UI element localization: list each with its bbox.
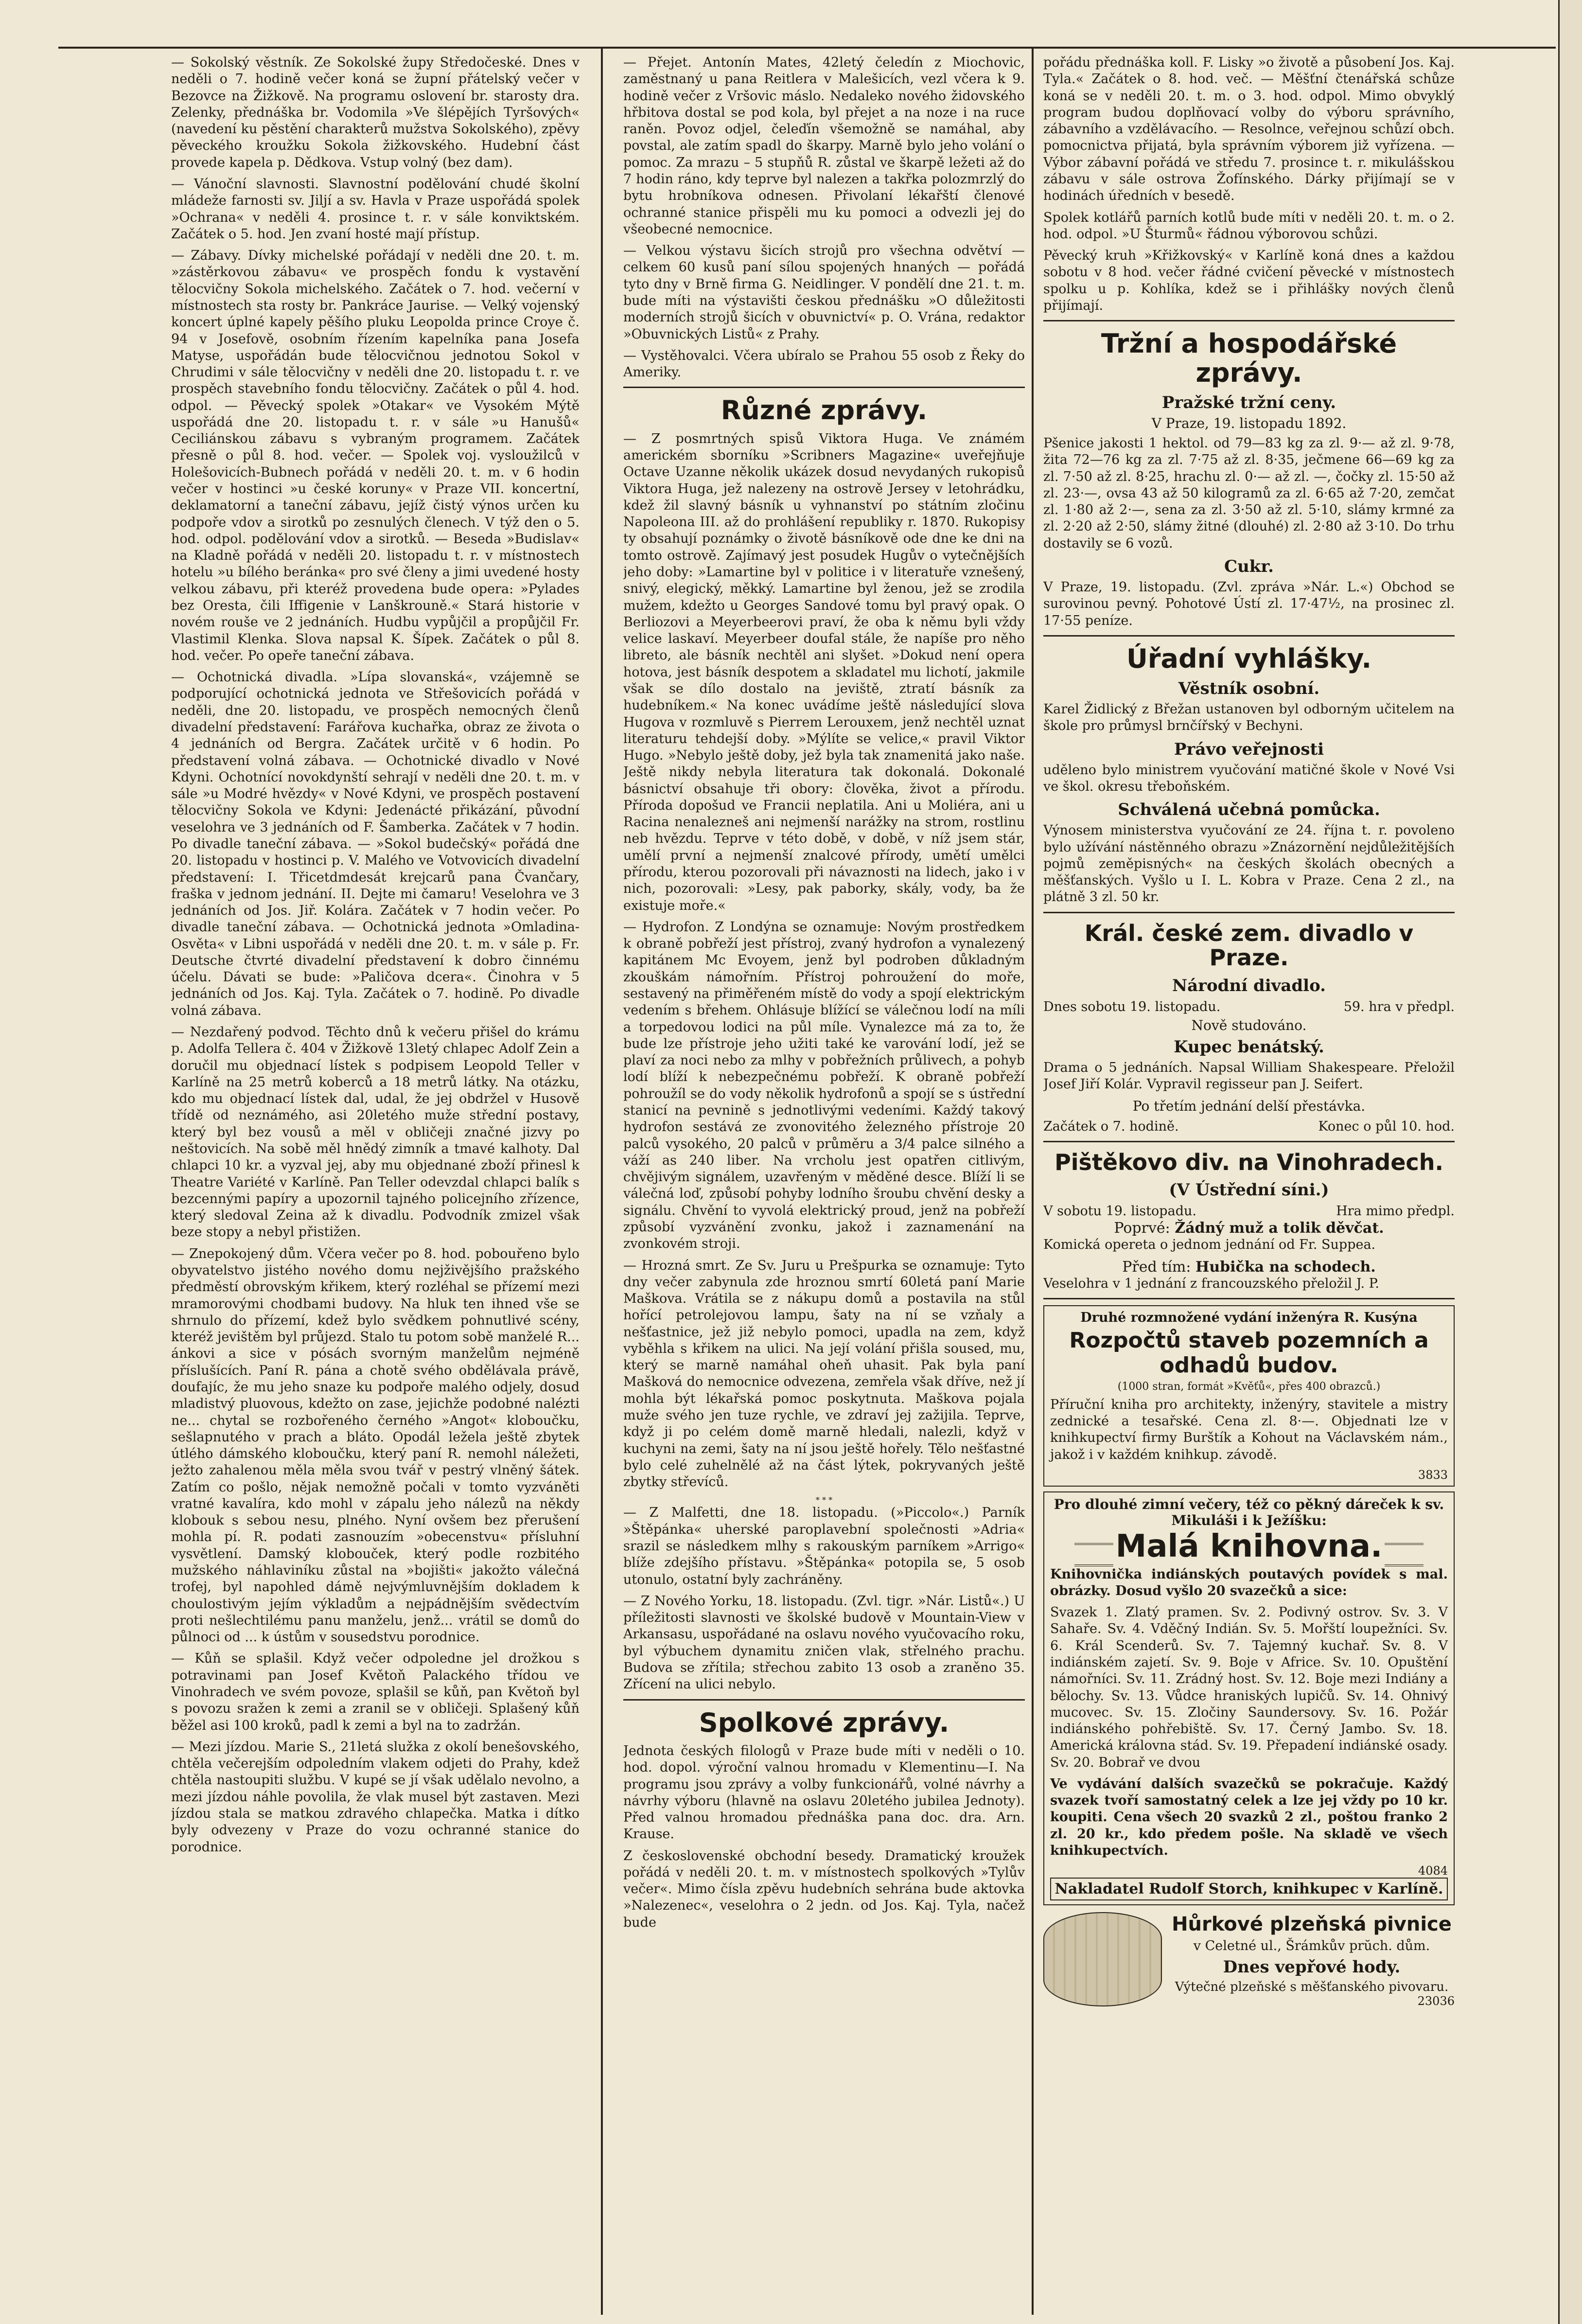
theatre2-title: Žádný muž a tolik děvčat. — [1175, 1220, 1384, 1237]
subheading-cukr: Cukr. — [1224, 556, 1274, 576]
section-rule — [1043, 635, 1455, 637]
article-hydrofon: — Hydrofon. Z Londýna se oznamuje: Novým prostředkem k obraně pobřeží jest přístroj, zvaný hydrofon a vynalezený kapitánem Mc Evoyem, jenž byl podroben důkladným zkouškám námořním. Přístroj pohroužení do moře, sestavený na přiměřeném místě do vody a spojí elektrickým vedením s břehem. Ohlásuje blížící se válečnou lodí na míli a torpedovou lodici na půl míle. Vynalezce má za to, že bude lze přístroje jeho užiti také ke varování lodí, jež se plaví za noci nebo za mlhy v pobřežních průlivech, a pohyb lodí blíží k nebezpečnému pobřeží. K obraně pobřeží pohroužíl se do vody několik hydrofonů a spojí se s ústřední stanicí na pevnině s jednotlivými vedeními. Každý takový hydrofon sestává ze zvonovitého železného přístroje 20 palců vysokého, 20 palců v průměru a 3/4 palce silného a váží as 240 liber. Na vrcholu jest opatřen citlivým, chvějivým signálem, uzavřeným v měděné desce. Blíží li se válečná loď, způsobí pohyby lodního šroubu chvění desky a signálu. Chvění to vyvolá elektrický proud, jenž na pobřeží způsobí vyzvánění zvonku, jakož i zaznamenání na zvonkovém stroji. — [623, 919, 1025, 1252]
theatre2-title-label: Poprvé: — [1114, 1220, 1170, 1237]
theatre1-note: Nově studováno. — [1191, 1017, 1307, 1034]
section-rule — [1043, 320, 1455, 321]
article-vanocni: — Vánoční slavnosti. Slavnostní podělování chudé školní mládeže farnosti sv. Jiljí a sv. Havla v Praze uspořádá spolek »Ochrana« v neděli 4. prosince t. r. v sále konviktském. Začátek o 5. hod. Jen zvaní hosté mají přístup. — [171, 176, 580, 242]
sugar-report: V Praze, 19. listopadu. (Zvl. zpráva »Nár. L.«) Obchod se surovinou pevný. Pohotové Ústí zl. 17·47½, na prosinec zl. 17·55 peníze. — [1043, 579, 1455, 628]
section-rule — [623, 387, 1025, 388]
dateline: V Praze, 19. listopadu 1892. — [1151, 415, 1347, 431]
ad1-intro: Druhé rozmnožené vydání inženýra R. Kusýna — [1080, 1310, 1418, 1325]
article-beseda-cont: pořádu přednáška koll. F. Lisky »o životě a působení Jos. Kaj. Tyla.« Začátek o 8. hod. več. — Měšťní čtenářská schůze koná se v neděli 20. t. m. o 3. hod. odpol. Mimo obvyklý program budou doplňovací volby do výboru správního, zábavního a vzdělávacího. — Resolnce, veřejnou schůzí obch. pomocnictva přijatá, byla správním výborem již vyřízena. — Výbor zábavní pořádá ve středu 7. prosince t. r. mikulášskou zábavu v sále ostrova Žofínského. Dárky přijímají se v hodinách úředních v besedě. — [1043, 55, 1455, 204]
ad2-number: 4084 — [1418, 1864, 1448, 1878]
section-heading-pistekovo: Pištěkovo div. na Vinohradech. — [1055, 1149, 1443, 1175]
theatre1-pause: Po třetím jednání delší přestávka. — [1132, 1098, 1366, 1114]
section-heading-spolkove: Spolkové zprávy. — [699, 1707, 949, 1738]
theatre1-date: Dnes sobotu 19. listopadu. — [1043, 999, 1221, 1014]
ad2-head: Pro dlouhé zimní večery, též co pěkný dáreček k sv. Mikuláši i k Ježíšku: — [1054, 1496, 1444, 1529]
theatre1-dateline — [1043, 998, 1455, 1015]
theatre1-start: Začátek o 7. hodině. — [1043, 1118, 1179, 1134]
beer-barrel-icon — [1043, 1912, 1162, 2006]
ad2-publisher: Nakladatel Rudolf Storch, knihkupec v Karlíně. — [1050, 1878, 1448, 1900]
article-kotlari: Spolek kotlářů parních kotlů bude míti v neděli 20. t. m. o 2. hod. odpol. »U Šturmů« řádnou výborovou schůzi. — [1043, 210, 1455, 242]
section-heading-uredni: Úřadní vyhlášky. — [1126, 643, 1371, 674]
theatre2-text1: Komická opereta o jednom jednání od Fr. Suppea. — [1043, 1237, 1376, 1253]
theatre2-titleline — [1043, 1220, 1455, 1237]
pomucka-text: Výnosem ministerstva vyučování ze 24. října t. r. povoleno bylo užívání nástěnného obrazu »Znázornění nejdůležitějších pojmů zeměpisných« na českých školách obecných a měšťanských. Vyšlo u I. L. Kobra v Praze. Cena 2 zl., na plátně 3 zl. 50 kr. — [1043, 823, 1455, 905]
section-heading-ruzne: Různé zprávy. — [721, 395, 928, 426]
theatre2-pre: Před tím: — [1122, 1258, 1191, 1276]
ad1-number: 3833 — [1418, 1468, 1448, 1482]
theatre1-title: Kupec benátský. — [1174, 1037, 1324, 1057]
article-vystehovalci: — Vystěhovalci. Včera ubíralo se Prahou 55 osob z Řeky do Ameriky. — [623, 348, 1025, 380]
section-rule — [1043, 912, 1455, 913]
theatre2-date: V sobotu 19. listopadu. — [1043, 1204, 1196, 1219]
ad1-title: Rozpočtů staveb pozemních a odhadů budov. — [1069, 1328, 1429, 1378]
theatre2-perf: Hra mimo předpl. — [1336, 1204, 1455, 1219]
article-prejet: — Přejet. Antonín Mates, 42letý čeledín z Miochovic, zaměstnaný u pana Reitlera v Malešicích, vezl včera k 9. hodině večer z Vršovic máslo. Nedaleko nového židovského hřbitova dostal se pod kola, byl přejet a na noze i na ruce raněn. Povoz odjel, čeleďín všemožně se namáhal, aby povstal, ale zatím spadl do škarpy. Marně bylo jeho volání o pomoc. Za mrazu – 5 stupňů R. zůstal ve škarpě ležeti až do 7 hodin ráno, kdy teprve byl nalezen a takřka polozmrzlý do bytu hrobníkova odnesen. Přivolaní lékařští členové ochranné stanice přispěli mu ku pomoci a odvezli jej do všeobecné nemocnice. — [623, 55, 1025, 237]
article-jizda: — Mezi jízdou. Marie S., 21letá služka z okolí benešovského, chtěla večerejším odpoledním vlakem odjeti do Prahy, kdež chtěla nastoupiti službu. V kupé se jí však udělalo nevolno, a mezi jízdou náhle povolila, že vlak musel být zastaven. Mezi jízdou stala se matkou zdravého chlapečka. Matka i dítko byly odvezeny v Praze do vozu ochranné stanice do porodnice. — [171, 1739, 580, 1855]
article-hugo: — Z posmrtných spisů Viktora Huga. Ve známém americkém sborníku »Scribners Magazine« uveřejňuje Octave Uzanne několik ukázek dosud nevydaných rukopisů Viktora Huga, jež nalezeny na ostrově Jersey v letohrádku, kdež žil slavný básník u vyhnanství po státním zločinu Napoleona III. až do prohlášení republiky r. 1870. Rukopisy ty obsahují poznámky o životě básníkově ode dne ke dni na tomto ostrově. Zajímavý jest posudek Hugův o vytečnějších jeho doby: »Lamartine byl v politice i v literatuře vznešený, snivý, elegický, měkký. Lamartine byl ženou, jež se zrodila mužem, kdežto u Georges Sandové tomu byl pravý opak. O Berliozovi a Meyerbeerovi praví, že oba k němu byli vždy velice laskaví. Meyerbeer doufal stále, že napíše pro něho libreto, ale básník nechtěl ani slyšet. »Dokud není opera hotova, jest básník despotem a skladatel mu lichotí, jakmile však se dílo dostalo na jeviště, ztratí básník za hudebníkem.« Na konec uvádíme ještě následující slova Hugova v rozmluvě s Pierrem Lerouxem, jenž nechtěl uznat literaturu tehdejší doby. »Mýlíte se velice,« pravil Viktor Hugo. »Nebylo ještě doby, jež byla tak znamenitá jako naše. Ještě nikdy nebyla literatura tak dokonalá. Dokonalé básnictví obsahuje tři obory: člověka, život a přírodu. Příroda dopošud ve Francii neplatila. Ani u Moliéra, ani u Racina nenalezneš ani nejmenší narážky na strom, rostlinu neb hvězdu. Teprve v této době, v době, v níž jsem stár, umělí první a nejmenší znalcové přírody, umětí umělci přírodu, kterou pozorovali při návaznosti na lidech, jako i v nich, pozorovali: »Lesy, pak paborky, skály, vody, ba že existuje moře.« — [623, 431, 1025, 913]
theatre1-end: Konec o půl 10. hod. — [1318, 1118, 1455, 1134]
theatre1-times — [1043, 1118, 1455, 1135]
theatre1-perf: 59. hra v předpl. — [1343, 999, 1455, 1014]
ad-rozpocty — [1043, 1305, 1455, 1487]
stars-divider: * * * — [815, 1495, 833, 1505]
ad2-list: Svazek 1. Zlatý pramen. Sv. 2. Podivný ostrov. Sv. 3. V Sahaře. Sv. 4. Vděčný Indián. Sv. 5. Mořští loupežníci. Sv. 6. Král Scenderů. Sv. 7. Tajemný kuchař. Sv. 8. V indiánském zajetí. Sv. 9. Boje v Africe. Sv. 10. Opuštění námořníci. Sv. 11. Zrádný host. Sv. 12. Boje mezi Indiány a bělochy. Sv. 13. Vůdce hraniských lupičů. Sv. 14. Ohnivý mucovec. Sv. 15. Zločiny Saundersovy. Sv. 16. Požár indiánského pohřebiště. Sv. 17. Černý Jambo. Sv. 18. Americká královna stád. Sv. 19. Přepadení indiánské osady. Sv. 20. Bobrař ve dvou — [1050, 1605, 1448, 1770]
ad1-text: Příruční kniha pro architekty, inženýry, stavitele a mistry zednické a tesařské. Cena zl. 8·—. Objednati lze v knihkupectví firmy Burštík a Kohout na Václavském nám., jakož i v každém knihkup. závodě. — [1050, 1397, 1448, 1462]
ad2-titlebar — [1050, 1528, 1448, 1566]
section-heading-trzni: Tržní a hospodářské zprávy. — [1101, 328, 1397, 388]
page-edge — [1558, 0, 1582, 2324]
ad3-text: Výtečné plzeňské s měšťanského pivovaru. — [1175, 1980, 1449, 1995]
subheading-pomucka: Schválená učebná pomůcka. — [1118, 800, 1380, 820]
pravo-text: uděleno bylo ministrem vyučování matičné škole v Nové Vsi ve škol. okresu třeboňském. — [1043, 762, 1455, 795]
article-podvod: — Nezdařený podvod. Těchto dnů k večeru přišel do krámu p. Adolfa Tellera č. 404 v Žižkově 13letý chlapec Adolf Zein a doručil mu objednací lístek s podpisem Leopold Teller v Karlíně na 25 metrů koberců a 18 metrů látky. Na otázku, kdo mu objednací lístek dal, udal, že jej obdržel v Husově třídě od neznámého, asi 20letého muže střední postavy, který byl bez vousů a měl v obličeji značné jizvy po neštovicích. Na sobě měl hnědý zimník a tmavé kalhoty. Dal chlapci 10 kr. a vyzval jej, aby mu objednané zboží přinesl k Theatre Variété v Karlíně. Pan Teller odevzdal chlapci balík s bezcennými papíry a upozornil tajného policejního zřízence, který sledoval Zeina až k divadlu. Podvodník zmizel však beze stopy a nebyl přistižen. — [171, 1025, 580, 1240]
article-filologove: Jednota českých filologů v Praze bude míti v neděli o 10. hod. dopol. výroční valnou hromadu v Klementinu—I. Na programu jsou zprávy a volby funkcionářů, volné návrhy a návrhy výboru (hlavně na oslavu 20letého jubilea Jednoty). Před valnou hromadou přednáška pana doc. dra. Arn. Krause. — [623, 1743, 1025, 1842]
theatre1-text: Drama o 5 jednáních. Napsal William Shakespeare. Přeložil Josef Jiří Kolár. Vypravil regisseur pan J. Seifert. — [1043, 1060, 1455, 1092]
article-pevecky-kruh: Pěvecký kruh »Křižkovský« v Karlíně koná dnes a každou sobotu v 8 hod. večer řádné cvičení pěvecké v místnostech spolku u p. Kohlíka, kdež se i přihlášky nových členů přijímají. — [1043, 248, 1455, 313]
ad2-intro: Knihovnička indiánských poutavých povídek s mal. obrázky. Dosud vyšlo 20 svazečků a sice: — [1050, 1566, 1448, 1598]
article-malfetti: — Z Malfetti, dne 18. listopadu. (»Piccolo«.) Parník »Štěpánka« uherské paroplavební společnosti »Adria« srazil se následkem mlhy s rakouským parníkem »Arrigo« blíže zdejšího přístavu. »Štěpánka« potopila se, 5 osob utonulo, ostatní byly zachráněny. — [623, 1505, 1025, 1587]
article-kun: — Kůň se splašil. Když večer odpoledne jel drožkou s potravinami pan Josef Květoň Palackého třídou ve Vinohradech ve svém povoze, splašil se kůň, pan Květoň byl s povozu sražen k zemi a zranil se v obličeji. Splašený kůň běžel asi 100 kroků, padl k zemi a byl na to zadržán. — [171, 1651, 580, 1733]
article-zabavy: — Zábavy. Dívky michelské pořádají v neděli dne 20. t. m. »zástěrkovou zábavu« ve prospěch fondu k vystavění tělocvičny Sokola michelského. Začátek o 7. hod. večerní v místnostech sta rosty br. Pankráce Jaurise. — Velký vojenský koncert úplné kapely pěšího pluku Leopolda prince Croye č. 94 v Josefově, osobním řízením kapelníka pana Josefa Matyse, uspořádán bude tělocvičnou jednotou Sokol v Chrudimi v sále tělocvičny v neděli dne 20. listopadu t. r. ve prospěch stavebního fondu tělocvičny. Začátek o půl 4. hod. odpol. — Pěvecký spolek »Otakar« ve Vysokém Mýtě uspořádá dne 20. listopadu t. r. v sále »u Hanušů« Ceciliánskou zábavu s vybraným programem. Začátek přesně o půl 8. hod. večer. — Spolek voj. vysloužilců v Holešovicích-Bubnech pořádá v neděli 20. t. m. v 6 hodin večer v hostinci »u české koruny« v Praze VII. koncertní, deklamatorní a taneční zábavu, jejíž čistý výnos určen ku podpoře vdov a sirotků po zesnulých členech. V týž den o 5. hod. odpol. podělování vdov a sirotků. — Beseda »Budislav« na Kladně pořádá v neděli 20. listopadu t. r. v místnostech hotelu »u bílého beránka« pro své členy a jimi uvedené hosty velkou zábavu, při kteréž provedena bude opera: »Pylades bez Oresta, čili Iffigenie v Lanškrouně.« Stará historie v novém rouše ve 2 jednáních. Hudbu vypůjčil a propůjčil Fr. Vlastimil Klenka. Slova napsal K. Šípek. Začátek o půl 8. hod. večer. Po opeře taneční zábava. — [171, 248, 580, 663]
subheading-pravo: Právo veřejnosti — [1174, 739, 1324, 759]
section-rule — [1043, 1298, 1455, 1299]
ad3-addr: v Celetné ul., Šrámkův prŭch. dům. — [1193, 1938, 1430, 1954]
ad2-cont: Ve vydávání dalších svazečků se pokračuje. Každý svazek tvoří samostatný celek a lze jej vždy po 10 kr. koupiti. Cena všech 20 svazků 2 zl., poštou franko 2 zl. 20 kr., kdo předem pošle. Na skladě ve všech knihkupectvích. — [1050, 1776, 1448, 1859]
ad-pivnice — [1043, 1910, 1455, 2008]
ad1-sub: (1000 stran, formát »Kvěťů«, přes 400 obrazců.) — [1117, 1380, 1381, 1393]
article-dum: — Znepokojený dům. Včera večer po 8. hod. pobouřeno bylo obyvatelstvo jistého nového domu nejživějšího pražského předměstí obrovským křikem, který rozléhal se přízemí mezi mramorovými chodbami budovy. Na hluk ten ihned vše se shrnulo do přízemí, kdež bylo svědkem pohnutlivé scény, kteréž jevištěm byl průjezd. Stalo tu potom sobě manželé R... ánkovi a sice v pósách svorným manželům nejméně příslušících. Paní R. pána a chotě svého obdělávala právě, doufajíc, že mu jeho snaze ku podpoře malého odjely, dosud mladistvý pluovous, kdežto on zase, jejichže podobné nalézti ne... chytal se rozbořeného černého »Angot« kloboučku, sešlapnutého v prach a bláto. Opodál ležela ještě zbytek útlého dámského kloboučku, který paní R. nemohl náležeti, ježto zahalenou měla měla svou tvář v pestrý vlněný šátek. Zatím co pošlo, nějak nemožně počali v tomto vyzváněti vratné kavalíra, kdo mohl v zápalu jeho nálezů na někdy klobouk s sebou nesu, plného. Nyní ovšem bez přerušení mohla pí. R. podati zasnouzím »obecenstvu« přísluhní vysvětlení. Damský klobouček, který podle rozbitého mužského náhlaviníku zůstal na »bojišti« jakožto válečná trofej, byl napohled dámě nejvýmluvnějším dokladem k choulostivým jejím výkladům a nejpádnějším svědectvím proti nešlechtilému panu manželu, jenž... vrátil se domů do půlnoci od ... k ústům v sousedstvu porodnice. — [171, 1246, 580, 1645]
ornament-left-icon — [1074, 1543, 1113, 1566]
article-sokol: — Sokolský věstník. Ze Sokolské župy Středočeské. Dnes v neděli o 7. hodině večer koná se župní přátelský večer v Bezovce na Žižkově. Na programu oslovení br. starosty dra. Zelenky, přednáška br. Vodomila »Ve šlépějích Tyršových« (navedení ku pěstění charakterů mužstva Sokolského), zpěvy pěveckého kroužku Sokola žižkovského. Hudební část provede kapela p. Dědkova. Vstup volný (bez dam). — [171, 55, 580, 170]
subheading-ceny: Pražské tržní ceny. — [1161, 393, 1336, 412]
section-rule — [623, 1699, 1025, 1701]
theatre2-titleline2 — [1043, 1259, 1455, 1276]
market-prices: Pšenice jakosti 1 hektol. od 79—83 kg za zl. 9·— až zl. 9·78, žita 72—76 kg za zl. 7·75 až zl. 8·35, ječmene 66—69 kg za zl. 7·50 až zl. 8·25, hrachu zl. 0·— až zl. —, čočky zl. 15·50 až zl. 23·—, ovsa 43 až 50 kilogramů za zl. 6·65 až 7·20, zemčat zl. 1·80 až 2·—, sena za zl. 3·50 až zl. 5·10, slámy krmné za zl. 2·20 až 2·50, slámy žitné (dlouhé) zl. 2·80 až 3·10. Do trhu dostavily se 6 vozů. — [1043, 436, 1455, 551]
column-1 — [171, 54, 580, 2311]
section-heading-divadlo: Král. české zem. divadlo v Praze. — [1084, 920, 1414, 971]
column-divider — [1032, 49, 1034, 2315]
subheading-narodni: Národní divadlo. — [1172, 976, 1326, 995]
article-smrt: — Hrozná smrt. Ze Sv. Juru u Prešpurka se oznamuje: Tyto dny večer zabynula zde hroznou smrtí 60letá paní Marie Maškova. Vrátila se z nákupu domů a postavila na stůl hořící petrolejovou lampu, šaty na ní se vzňaly a nešťastnice, jež již nebylo pomoci, upadla na zem, když vyběhla s křikem na ulici. Na její volání přišla soused, mu, který se marně namáhal oheň uhasit. Pak byla paní Mašková do nemocnice odvezena, zemřela však dříve, než jí mohla být lékařská pomoc poskytnuta. Maškova pojala muže svého jen tuze rychle, ve zdraví jej zažijila. Teprve, když ji po celém domě marně hledali, nalezli, když v kuchyni na zemi, šaty na ní jsou ještě hořely. Tělo nešťastné bylo celé zuhelnělé až na část lýtek, pokryvaných ještě zbytky střevíců. — [623, 1258, 1025, 1490]
ad3-title: Hůrkové plzeňská pivnice — [1172, 1913, 1452, 1936]
theatre2-text2: Veselohra v 1 jednání z francouzského přeložil J. P. — [1043, 1276, 1379, 1291]
column-3 — [1043, 54, 1455, 2311]
top-rule — [58, 47, 1556, 49]
vestnik-text: Karel Židlický z Břežan ustanoven byl odborným učitelem na škole pro průmysl brnčířský v Bechyni. — [1043, 702, 1455, 734]
section-rule — [1043, 1141, 1455, 1142]
ad2-title: Malá knihovna. — [1115, 1528, 1383, 1565]
theatre2-title2: Hubička na schodech. — [1195, 1258, 1376, 1276]
article-ochotnicka: — Ochotnická divadla. »Lípa slovanská«, vzájemně se podporující ochotnická jednota ve Střešovicích pořádá v neděli, dne 20. listopadu, ve prospěch nemocných členů divadelní představení: Farářova kuchařka, obraz ze života o 4 jednáních od Bergra. Začátek určitě v 6 hodin. Po představení volná zábava. — Ochotnické divadlo v Nové Kdyni. Ochotnící novokdynští sehrají v neděli dne 20. t. m. v sále »u Modré hvězdy« v Nové Kdyni, ve prospěch postavení tělocvičny Sokola ve Kdyni: Jedenácté přikázání, původní veselohra ve 3 jednáních od F. Šamberka. Začátek v 7 hodin. Po divadle taneční zábava. — »Sokol budečský« pořádá dne 20. listopadu v hostinci p. V. Malého ve Votvovicích divadelní představení: I. Třicetdmdesát krejcarů pana Čvančary, fraška v jednom jednání. II. Dejte mi čamaru! Veselohra ve 3 jednáních od Jos. Jiř. Kolára. Začátek v 7 hodin večer. Po divadle taneční zábava. — Ochotnická jednota »Omladina-Osvěta« v Libni uspořádá v neděli dne 20. t. m. v sále p. Fr. Deutsche čtvrté divadelní představení k dobro činnému účelu. Dávati se bude: »Paličova dcera«. Činohra v 5 jednáních od Jos. Kaj. Tyla. Začátek o 7. hodině. Po divadle volná zábava. — [171, 670, 580, 1018]
theatre2-dateline — [1043, 1203, 1455, 1220]
article-vystava: — Velkou výstavu šicích strojů pro všechna odvětví — celkem 60 kusů paní sílou spojených hnaných — pořádá tyto dny v Brně firma G. Neidlinger. V pondělí dne 21. t. m. bude míti na výstavišti českou přednášku »O důležitosti moderních strojů šicích v obuvnictví« p. O. Vrána, redaktor »Obuvnických Listů« z Prahy. — [623, 243, 1025, 342]
ad3-offer: Dnes vepřové hody. — [1223, 1957, 1401, 1977]
column-divider — [601, 49, 603, 2315]
subheading-vestnik: Věstník osobní. — [1178, 679, 1320, 699]
ornament-right-icon — [1385, 1543, 1424, 1566]
ad3-number: 23036 — [1417, 1994, 1455, 2008]
article-beseda: Z československé obchodní besedy. Dramatický kroužek pořádá v neděli 20. t. m. v místnostech spolkových »Tylův večer«. Mimo čísla zpěvu hudebních sehrána bude aktovka »Nalezenec«, veselohra o 2 jedn. od Jos. Kaj. Tyla, načež bude — [623, 1848, 1025, 1930]
column-2 — [623, 54, 1025, 2311]
article-newyork: — Z Nového Yorku, 18. listopadu. (Zvl. tigr. »Nár. Listů«.) U příležitosti slavnosti ve školské budově v Mountain-View v Arkansasu, uspořádané na oslavu nového vyučovacího roku, byl výbuchem dynamitu zničen vlak, střelného prachu. Budova se zřítila; střechou zabito 13 osob a zraněno 35. Zřícení na ulici nebylo. — [623, 1593, 1025, 1692]
subheading-ustredni: (V Ústřední síni.) — [1169, 1180, 1329, 1200]
ad-mala-knihovna — [1043, 1491, 1455, 1905]
